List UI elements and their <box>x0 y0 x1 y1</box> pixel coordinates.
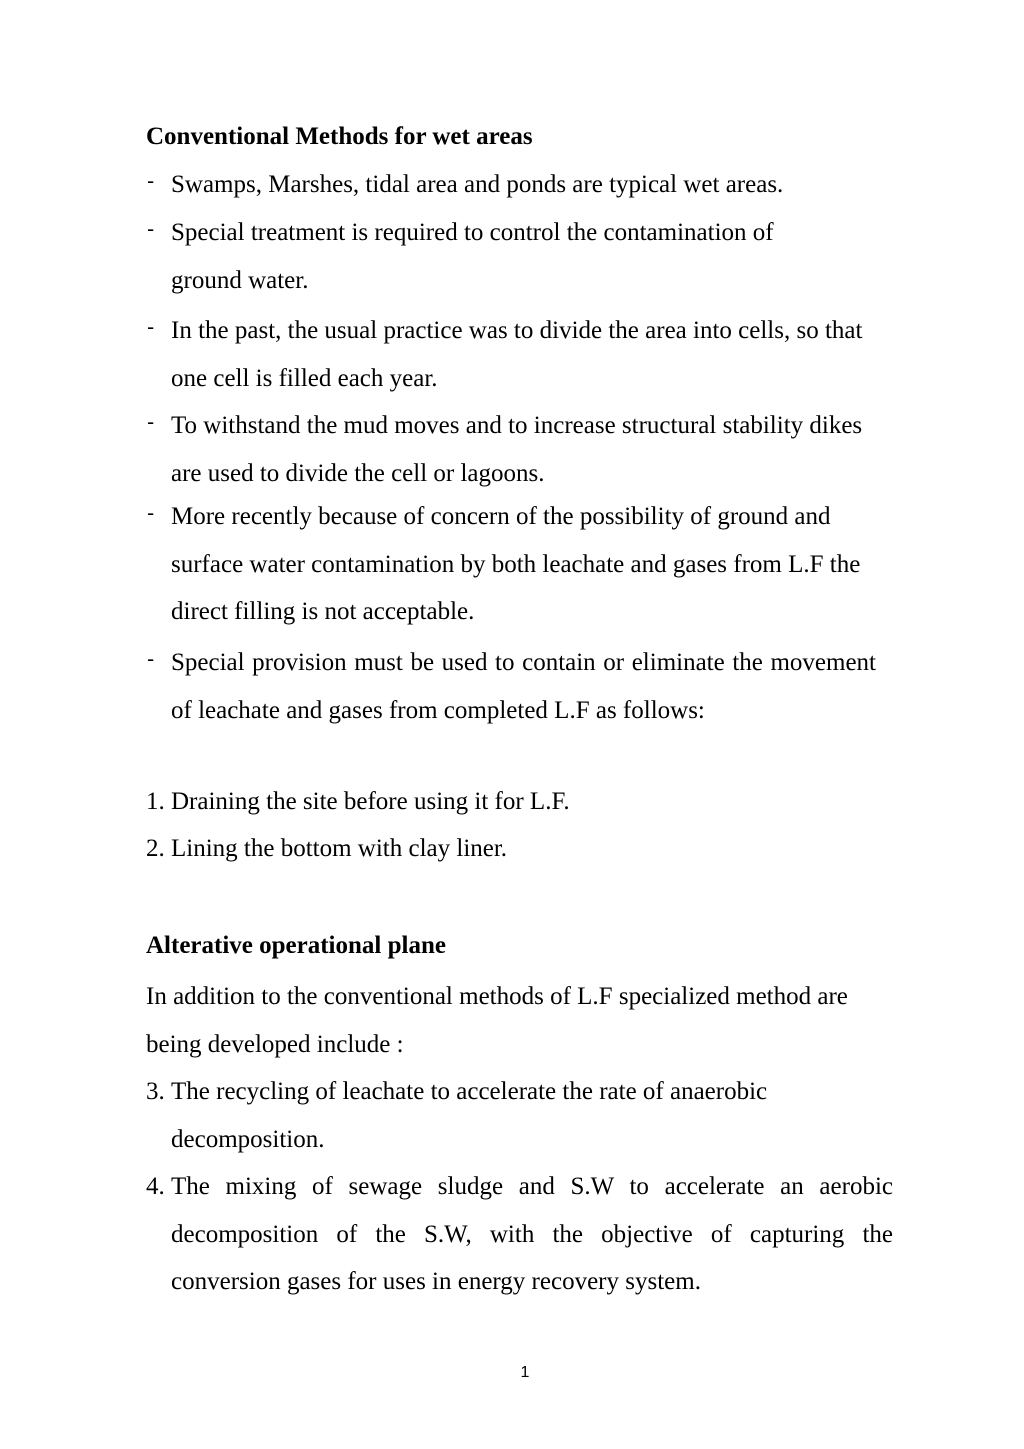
numbered-item <box>146 1068 906 1163</box>
bullet-dash: - <box>147 315 155 339</box>
numbered-text: The mixing of sewage sludge and S.W to accelerate an aerobic decomposition of the S.W, with the objective of capturing the conversion gases for uses in energy recovery system. <box>171 1173 893 1295</box>
page-number: 1 <box>520 1364 530 1381</box>
bullet-text: Special provision must be used to contain or eliminate the movement of leachate and gases from completed L.F as follows: <box>171 649 876 724</box>
numbered-text: Draining the site before using it for L.F. <box>171 788 570 815</box>
section-heading-conventional-methods: Conventional Methods for wet areas <box>146 123 533 150</box>
bullet-text: More recently because of concern of the possibility of ground and surface water contamination by both leachate and gases from L.F the direct filling is not acceptable. <box>171 503 861 625</box>
section-heading-alternative-plane: Alterative operational plane <box>146 932 446 959</box>
bullet-item <box>146 209 906 304</box>
bullet-item <box>146 639 906 734</box>
list-number: 1. <box>146 788 165 815</box>
numbered-text: The recycling of leachate to accelerate the rate of anaerobic decomposition. <box>171 1078 768 1153</box>
numbered-item <box>146 1163 906 1306</box>
bullet-item <box>146 307 906 402</box>
bullet-text: Swamps, Marshes, tidal area and ponds are typical wet areas. <box>171 171 784 198</box>
bullet-item <box>146 493 906 636</box>
bullet-dash: - <box>147 501 155 525</box>
bullet-item <box>146 402 906 497</box>
list-number: 2. <box>146 835 165 862</box>
numbered-text: Lining the bottom with clay liner. <box>171 835 508 862</box>
list-number: 4. <box>146 1173 165 1200</box>
bullet-text: To withstand the mud moves and to increase structural stability dikes are used to divide the cell or lagoons. <box>171 412 863 487</box>
bullet-dash: - <box>147 647 155 671</box>
bullet-text: Special treatment is required to control the contamination of ground water. <box>171 219 774 294</box>
numbered-item <box>146 825 906 873</box>
intro-paragraph: In addition to the conventional methods of L.F specialized method are being developed include : <box>146 983 848 1058</box>
list-number: 3. <box>146 1078 165 1105</box>
bullet-dash: - <box>147 410 155 434</box>
bullet-text: In the past, the usual practice was to divide the area into cells, so that one cell is filled each year. <box>171 317 863 392</box>
numbered-item <box>146 778 906 826</box>
bullet-dash: - <box>147 169 155 193</box>
bullet-dash: - <box>147 217 155 241</box>
bullet-item <box>146 161 906 209</box>
